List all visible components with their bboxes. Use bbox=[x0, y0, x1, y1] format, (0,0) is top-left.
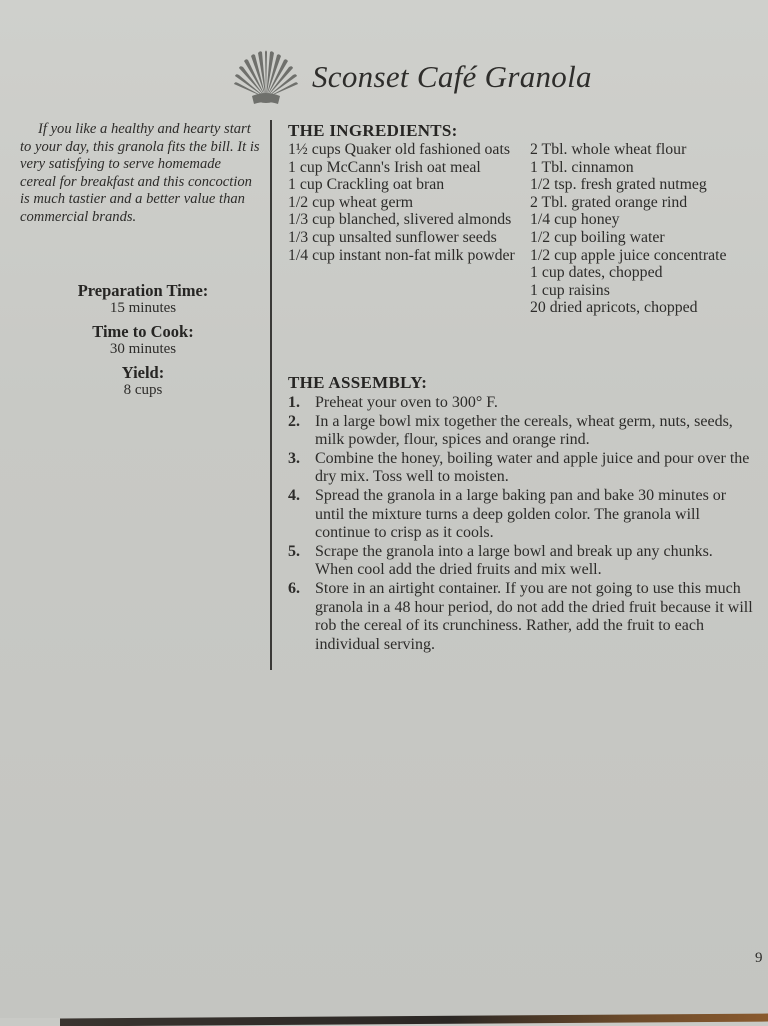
assembly-heading: THE ASSEMBLY: bbox=[288, 373, 428, 392]
ingredient-item: 1/3 cup blanched, slivered almonds bbox=[288, 211, 512, 229]
prep-time-label: Preparation Time: bbox=[77, 281, 209, 300]
ingredient-item: 1/2 cup wheat germ bbox=[288, 193, 414, 211]
step-number: 6. bbox=[288, 579, 300, 597]
cook-time-label: Time to Cook: bbox=[92, 322, 194, 341]
ingredient-item: 1½ cups Quaker old fashioned oats bbox=[288, 141, 510, 158]
ingredient-item: 2 Tbl. whole wheat flour bbox=[530, 141, 687, 158]
recipe-title: Sconset Café Granola bbox=[312, 59, 592, 94]
prep-time-value: 15 minutes bbox=[109, 300, 177, 316]
step-item bbox=[288, 487, 754, 543]
step-text: Scrape the granola into a large bowl and break up any chunks. When cool add the dried fruits and mix well. bbox=[315, 542, 713, 579]
assembly-steps bbox=[288, 394, 754, 654]
step-number: 2. bbox=[288, 412, 300, 430]
yield-label: Yield: bbox=[121, 363, 165, 382]
step-text: Combine the honey, boiling water and apple juice and pour over the dry mix. Toss well to moisten. bbox=[315, 449, 750, 486]
ingredient-item: 20 dried apricots, chopped bbox=[530, 299, 698, 317]
ingredient-item: 1/2 cup boiling water bbox=[530, 228, 665, 246]
column-divider bbox=[270, 120, 272, 670]
step-number: 3. bbox=[288, 449, 300, 467]
ingredients-list-left bbox=[288, 141, 518, 264]
ingredient-item: 1 cup raisins bbox=[530, 281, 610, 299]
ingredient-item: 1/2 cup apple juice concentrate bbox=[530, 246, 727, 264]
ingredient-item: 1 cup dates, chopped bbox=[530, 264, 663, 282]
intro-text: If you like a healthy and hearty start to your day, this granola fits the bill. It is very satisfying to serve homemade cereal for breakfast and this concoction is much tastier and a better value than commercial brands. bbox=[20, 121, 260, 225]
scallop-shell-icon bbox=[232, 46, 300, 108]
step-item bbox=[288, 580, 754, 654]
ingredient-item: 1/2 tsp. fresh grated nutmeg bbox=[530, 176, 707, 194]
step-item bbox=[288, 543, 754, 580]
step-text: Preheat your oven to 300° F. bbox=[315, 394, 498, 411]
yield-value: 8 cups bbox=[123, 382, 163, 398]
page-number: 9 bbox=[755, 950, 763, 966]
ingredient-item: 1 cup Crackling oat bran bbox=[288, 176, 445, 194]
recipe-meta bbox=[40, 281, 246, 404]
ingredient-item: 1/3 cup unsalted sunflower seeds bbox=[288, 228, 497, 246]
step-number: 5. bbox=[288, 542, 300, 560]
step-item bbox=[288, 394, 754, 413]
step-text: Spread the granola in a large baking pan and bake 30 minutes or until the mixture turns a deep golden color. The granola will continue to crisp as it cools. bbox=[315, 486, 727, 542]
ingredient-item: 1/4 cup instant non-fat milk powder bbox=[288, 246, 515, 264]
ingredient-item: 1/4 cup honey bbox=[530, 211, 620, 229]
header bbox=[232, 46, 592, 108]
step-text: Store in an airtight container. If you are not going to use this much granola in a 48 hour period, do not add the dried fruit because it will rob the cereal of its crunchiness. Rather, add the fruit to each individual serving. bbox=[315, 579, 753, 653]
step-number: 1. bbox=[288, 394, 300, 411]
ingredient-item: 1 Tbl. cinnamon bbox=[530, 158, 634, 176]
ingredients-heading: THE INGREDIENTS: bbox=[288, 121, 458, 140]
ingredient-item: 1 cup McCann's Irish oat meal bbox=[288, 158, 481, 176]
ingredient-item: 2 Tbl. grated orange rind bbox=[530, 193, 688, 211]
intro-paragraph bbox=[20, 121, 260, 227]
step-text: In a large bowl mix together the cereals, wheat germ, nuts, seeds, milk powder, flour, spices and orange rind. bbox=[315, 412, 733, 449]
cook-time-value: 30 minutes bbox=[109, 341, 177, 357]
step-item bbox=[288, 413, 754, 450]
step-item bbox=[288, 450, 754, 487]
step-number: 4. bbox=[288, 486, 300, 504]
ingredients-list-right bbox=[530, 141, 760, 317]
